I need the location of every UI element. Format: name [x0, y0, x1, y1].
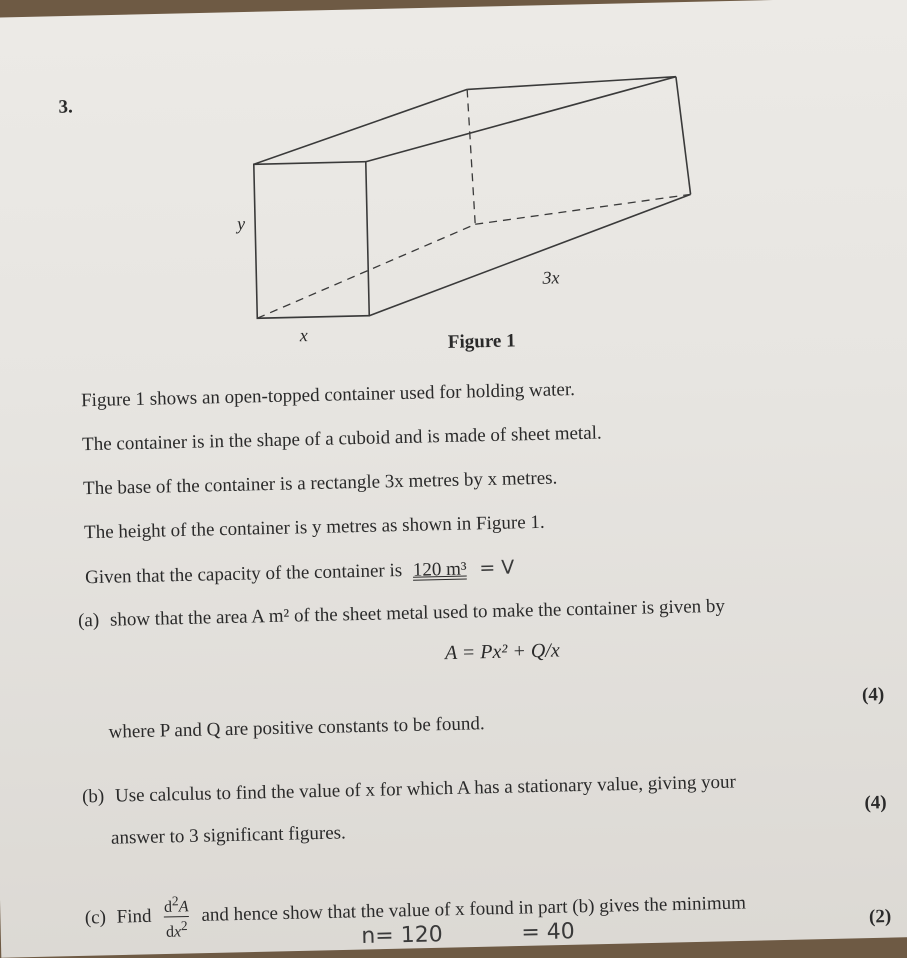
question-number: 3.: [58, 96, 73, 118]
part-c-marks: (2): [868, 906, 892, 928]
intro-line-4: The height of the container is y metres as shown in Figure 1.: [83, 511, 545, 544]
label-3x: 3x: [542, 267, 560, 288]
hidden-edge-vertical: [467, 89, 475, 224]
intro-line-2: The container is in the shape of a cuboid and is made of sheet metal.: [81, 422, 602, 456]
hidden-edge-left: [255, 224, 477, 318]
figure-caption: Figure 1: [447, 330, 516, 353]
capacity-text: Given that the capacity of the container is: [84, 560, 403, 589]
intro-line-3: The base of the container is a rectangle 3x metres by x metres.: [82, 467, 558, 500]
part-b-marks: (4): [864, 792, 887, 814]
part-a-text: show that the area A m² of the sheet metal used to make the container is given by: [109, 595, 726, 631]
part-c-text: and hence show that the value of x found in part (b) gives the minimum: [201, 892, 747, 926]
hidden-edge-back: [475, 194, 692, 224]
part-a-label: (a): [77, 609, 100, 632]
handwritten-bottom-note: n= 120: [361, 922, 443, 950]
part-a-formula: A = Px² + Q/x: [444, 639, 560, 665]
part-a-line-1: [78, 596, 725, 633]
part-b-line-1: [82, 772, 736, 809]
part-c-find: Find: [116, 905, 152, 928]
label-y: y: [236, 213, 246, 234]
capacity-value: 120 m³: [412, 558, 467, 581]
intro-line-5: [85, 556, 515, 589]
part-b-text: Use calculus to find the value of x for which A has a stationary value, giving your: [114, 771, 737, 807]
part-a-marks: (4): [861, 684, 885, 706]
handwritten-volume-note: = V: [479, 556, 515, 580]
part-b-label: (b): [81, 785, 105, 808]
part-a-line-2: where P and Q are positive constants to be found.: [108, 713, 485, 743]
part-b-line-2: answer to 3 significant figures.: [110, 822, 347, 849]
handwritten-bottom-note-2: = 40: [521, 919, 575, 946]
cuboid-figure: [201, 24, 728, 346]
label-x: x: [299, 325, 308, 346]
intro-line-1: Figure 1 shows an open-topped container used for holding water.: [80, 379, 576, 412]
second-derivative: $\frac{d^2A}{dx^2}$: [163, 893, 189, 942]
part-c-label: (c): [84, 907, 107, 929]
